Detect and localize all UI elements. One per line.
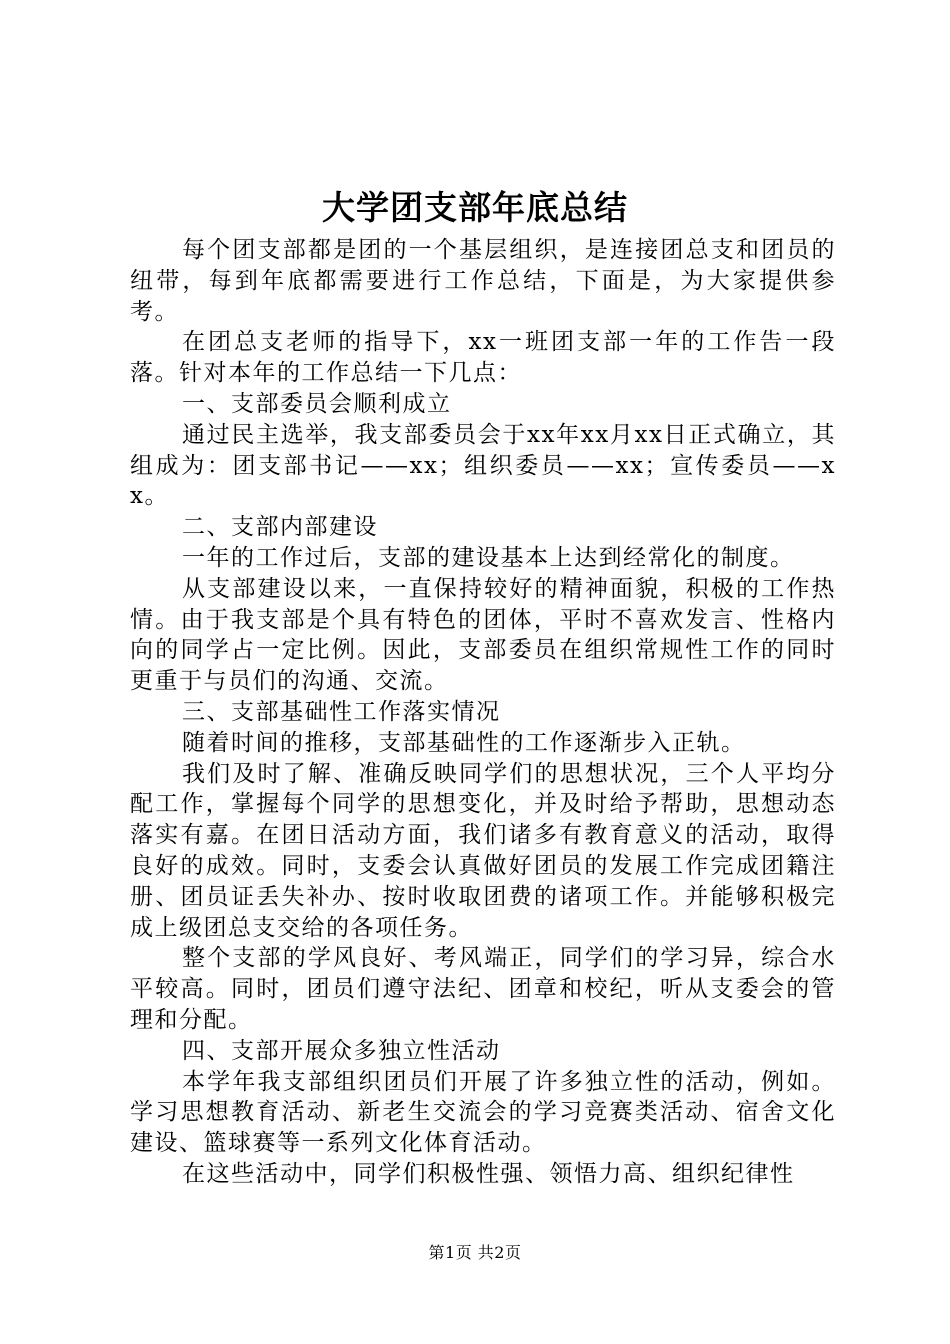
paragraph-overview: 在团总支老师的指导下，xx一班团支部一年的工作告一段落。针对本年的工作总结一下几点： (130, 329, 836, 387)
paragraph-committee: 通过民主选举，我支部委员会于xx年xx月xx日正式确立，其组成为：团支部书记——xx；组织委员——xx；宣传委员——xx。 (130, 421, 836, 510)
page-footer: 第1页 共2页 (428, 1243, 522, 1262)
section-heading-1: 一、支部委员会顺利成立 (182, 390, 452, 417)
paragraph-thoughts: 我们及时了解、准确反映同学们的思想状况，三个人平均分配工作，掌握每个同学的思想变化，并及时给予帮助，思想动态落实有嘉。在团日活动方面，我们诸多有教育意义的活动，取得良好的成效。同时，支委会认真做好团员的发展工作完成团籍注册、团员证丢失补办、按时收取团费的诸项工作。并能够积极完成上级团总支交给的各项任务。 (130, 760, 836, 941)
document-body (130, 235, 836, 1190)
paragraph-building: 一年的工作过后，支部的建设基本上达到经常化的制度。 (182, 544, 795, 571)
section-heading-2: 二、支部内部建设 (182, 514, 378, 541)
paragraph-basic-work: 随着时间的推移，支部基础性的工作逐渐步入正轨。 (182, 729, 746, 756)
section-heading-3: 三、支部基础性工作落实情况 (182, 698, 501, 725)
paragraph-intro: 每个团支部都是团的一个基层组织，是连接团总支和团员的纽带，每到年底都需要进行工作总结，下面是，为大家提供参考。 (130, 237, 836, 325)
document-title: 大学团支部年底总结 (322, 188, 628, 227)
section-heading-4: 四、支部开展众多独立性活动 (182, 1037, 501, 1064)
paragraph-study: 整个支部的学风良好、考风端正，同学们的学习异，综合水平较高。同时，团员们遵守法纪、团章和校纪，听从支委会的管理和分配。 (130, 945, 836, 1033)
paragraph-spirit: 从支部建设以来，一直保持较好的精神面貌，积极的工作热情。由于我支部是个具有特色的团体，平时不喜欢发言、性格内向的同学占一定比例。因此，支部委员在组织常规性工作的同时更重于与员们的沟通、交流。 (130, 575, 836, 695)
paragraph-participation: 在这些活动中，同学们积极性强、领悟力高、组织纪律性 (182, 1160, 795, 1187)
paragraph-activities: 本学年我支部组织团员们开展了许多独立性的活动，例如。学习思想教育活动、新老生交流会的学习竞赛类活动、宿舍文化建设、篮球赛等一系列文化体育活动。 (130, 1068, 836, 1157)
